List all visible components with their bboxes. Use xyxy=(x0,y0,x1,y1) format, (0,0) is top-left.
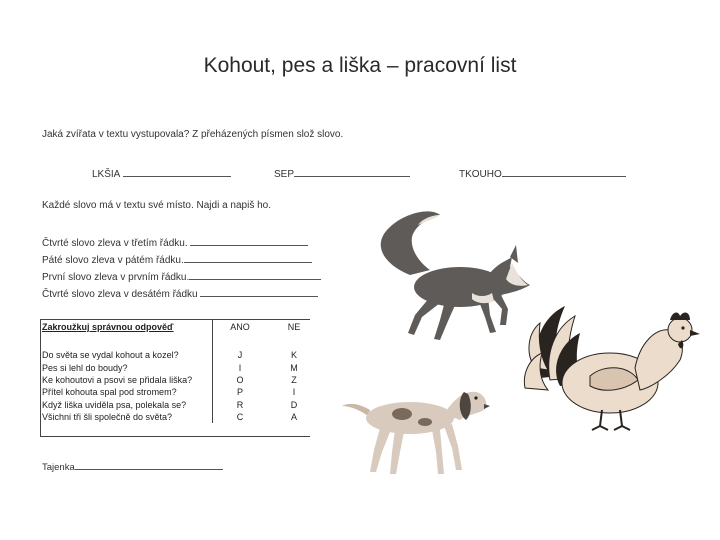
quiz-question: Když liška uviděla psa, polekala se? xyxy=(40,399,213,411)
quiz-no-letter[interactable]: A xyxy=(290,412,297,423)
task-3 xyxy=(42,269,321,283)
quiz-row xyxy=(40,374,321,386)
tajenka-answer-line[interactable] xyxy=(75,459,223,470)
dog-illustration xyxy=(340,380,490,480)
quiz-no-letter[interactable]: K xyxy=(290,350,297,361)
fox-illustration xyxy=(360,205,530,345)
task-4-answer-line[interactable] xyxy=(200,286,318,297)
task-4 xyxy=(42,286,318,300)
quiz-yes-letter[interactable]: I xyxy=(238,362,242,373)
task-3-answer-line[interactable] xyxy=(189,269,321,280)
rooster-illustration xyxy=(520,298,710,438)
task-1-text: Čtvrté slovo zleva v třetím řádku. xyxy=(42,238,188,249)
quiz-header-no: NE xyxy=(287,322,301,332)
quiz-yes-letter[interactable]: J xyxy=(237,350,243,361)
anagram-1-answer-line[interactable] xyxy=(123,166,231,177)
task-2-answer-line[interactable] xyxy=(184,252,312,263)
quiz-header-yes: ANO xyxy=(230,322,250,332)
anagram-2 xyxy=(274,166,410,180)
anagram-3-answer-line[interactable] xyxy=(502,166,626,177)
quiz-row xyxy=(40,386,321,398)
anagram-1-word: LKŠIA xyxy=(92,169,120,180)
anagram-3 xyxy=(459,166,626,180)
task-3-text: První slovo zleva v prvním řádku. xyxy=(42,272,190,283)
quiz-yes-letter[interactable]: R xyxy=(236,399,244,410)
question-animals: Jaká zvířata v textu vystupovala? Z přeházených písmen slož slovo. xyxy=(42,129,344,140)
quiz-question: Ke kohoutovi a psovi se přidala liška? xyxy=(40,374,213,386)
task-1-answer-line[interactable] xyxy=(190,235,308,246)
quiz-table xyxy=(40,319,322,423)
quiz-row xyxy=(40,411,321,423)
page-title: Kohout, pes a liška – pracovní list xyxy=(203,54,517,77)
quiz-table-bottom-border xyxy=(40,436,310,437)
task-2-text: Páté slovo zleva v pátém řádku. xyxy=(42,255,184,266)
task-4-text: Čtvrté slovo zleva v desátém řádku xyxy=(42,289,198,300)
quiz-no-letter[interactable]: Z xyxy=(291,374,297,385)
question-words: Každé slovo má v textu své místo. Najdi a napiš ho. xyxy=(42,200,271,211)
tajenka xyxy=(42,459,223,473)
quiz-yes-letter[interactable]: C xyxy=(236,412,244,423)
quiz-yes-letter[interactable]: O xyxy=(236,374,244,385)
quiz-no-letter[interactable]: M xyxy=(290,362,298,373)
quiz-question: Přítel kohouta spal pod stromem? xyxy=(40,386,213,398)
quiz-question: Do světa se vydal kohout a kozel? xyxy=(40,349,213,361)
quiz-row xyxy=(40,399,321,411)
task-1 xyxy=(42,235,308,249)
anagram-2-answer-line[interactable] xyxy=(294,166,410,177)
task-2 xyxy=(42,252,312,266)
anagram-1 xyxy=(92,166,231,180)
quiz-no-letter[interactable]: D xyxy=(290,399,298,410)
quiz-header: Zakroužkuj správnou odpověď xyxy=(40,319,213,335)
quiz-question: Pes si lehl do boudy? xyxy=(40,361,213,373)
anagram-3-word: TKOUHO xyxy=(459,169,502,180)
quiz-question: Všichni tři šli společně do světa? xyxy=(40,411,213,423)
quiz-row xyxy=(40,349,321,361)
quiz-yes-letter[interactable]: P xyxy=(236,387,243,398)
quiz-row xyxy=(40,361,321,373)
quiz-no-letter[interactable]: I xyxy=(292,387,296,398)
tajenka-label: Tajenka xyxy=(42,462,75,473)
anagram-2-word: SEP xyxy=(274,169,295,180)
